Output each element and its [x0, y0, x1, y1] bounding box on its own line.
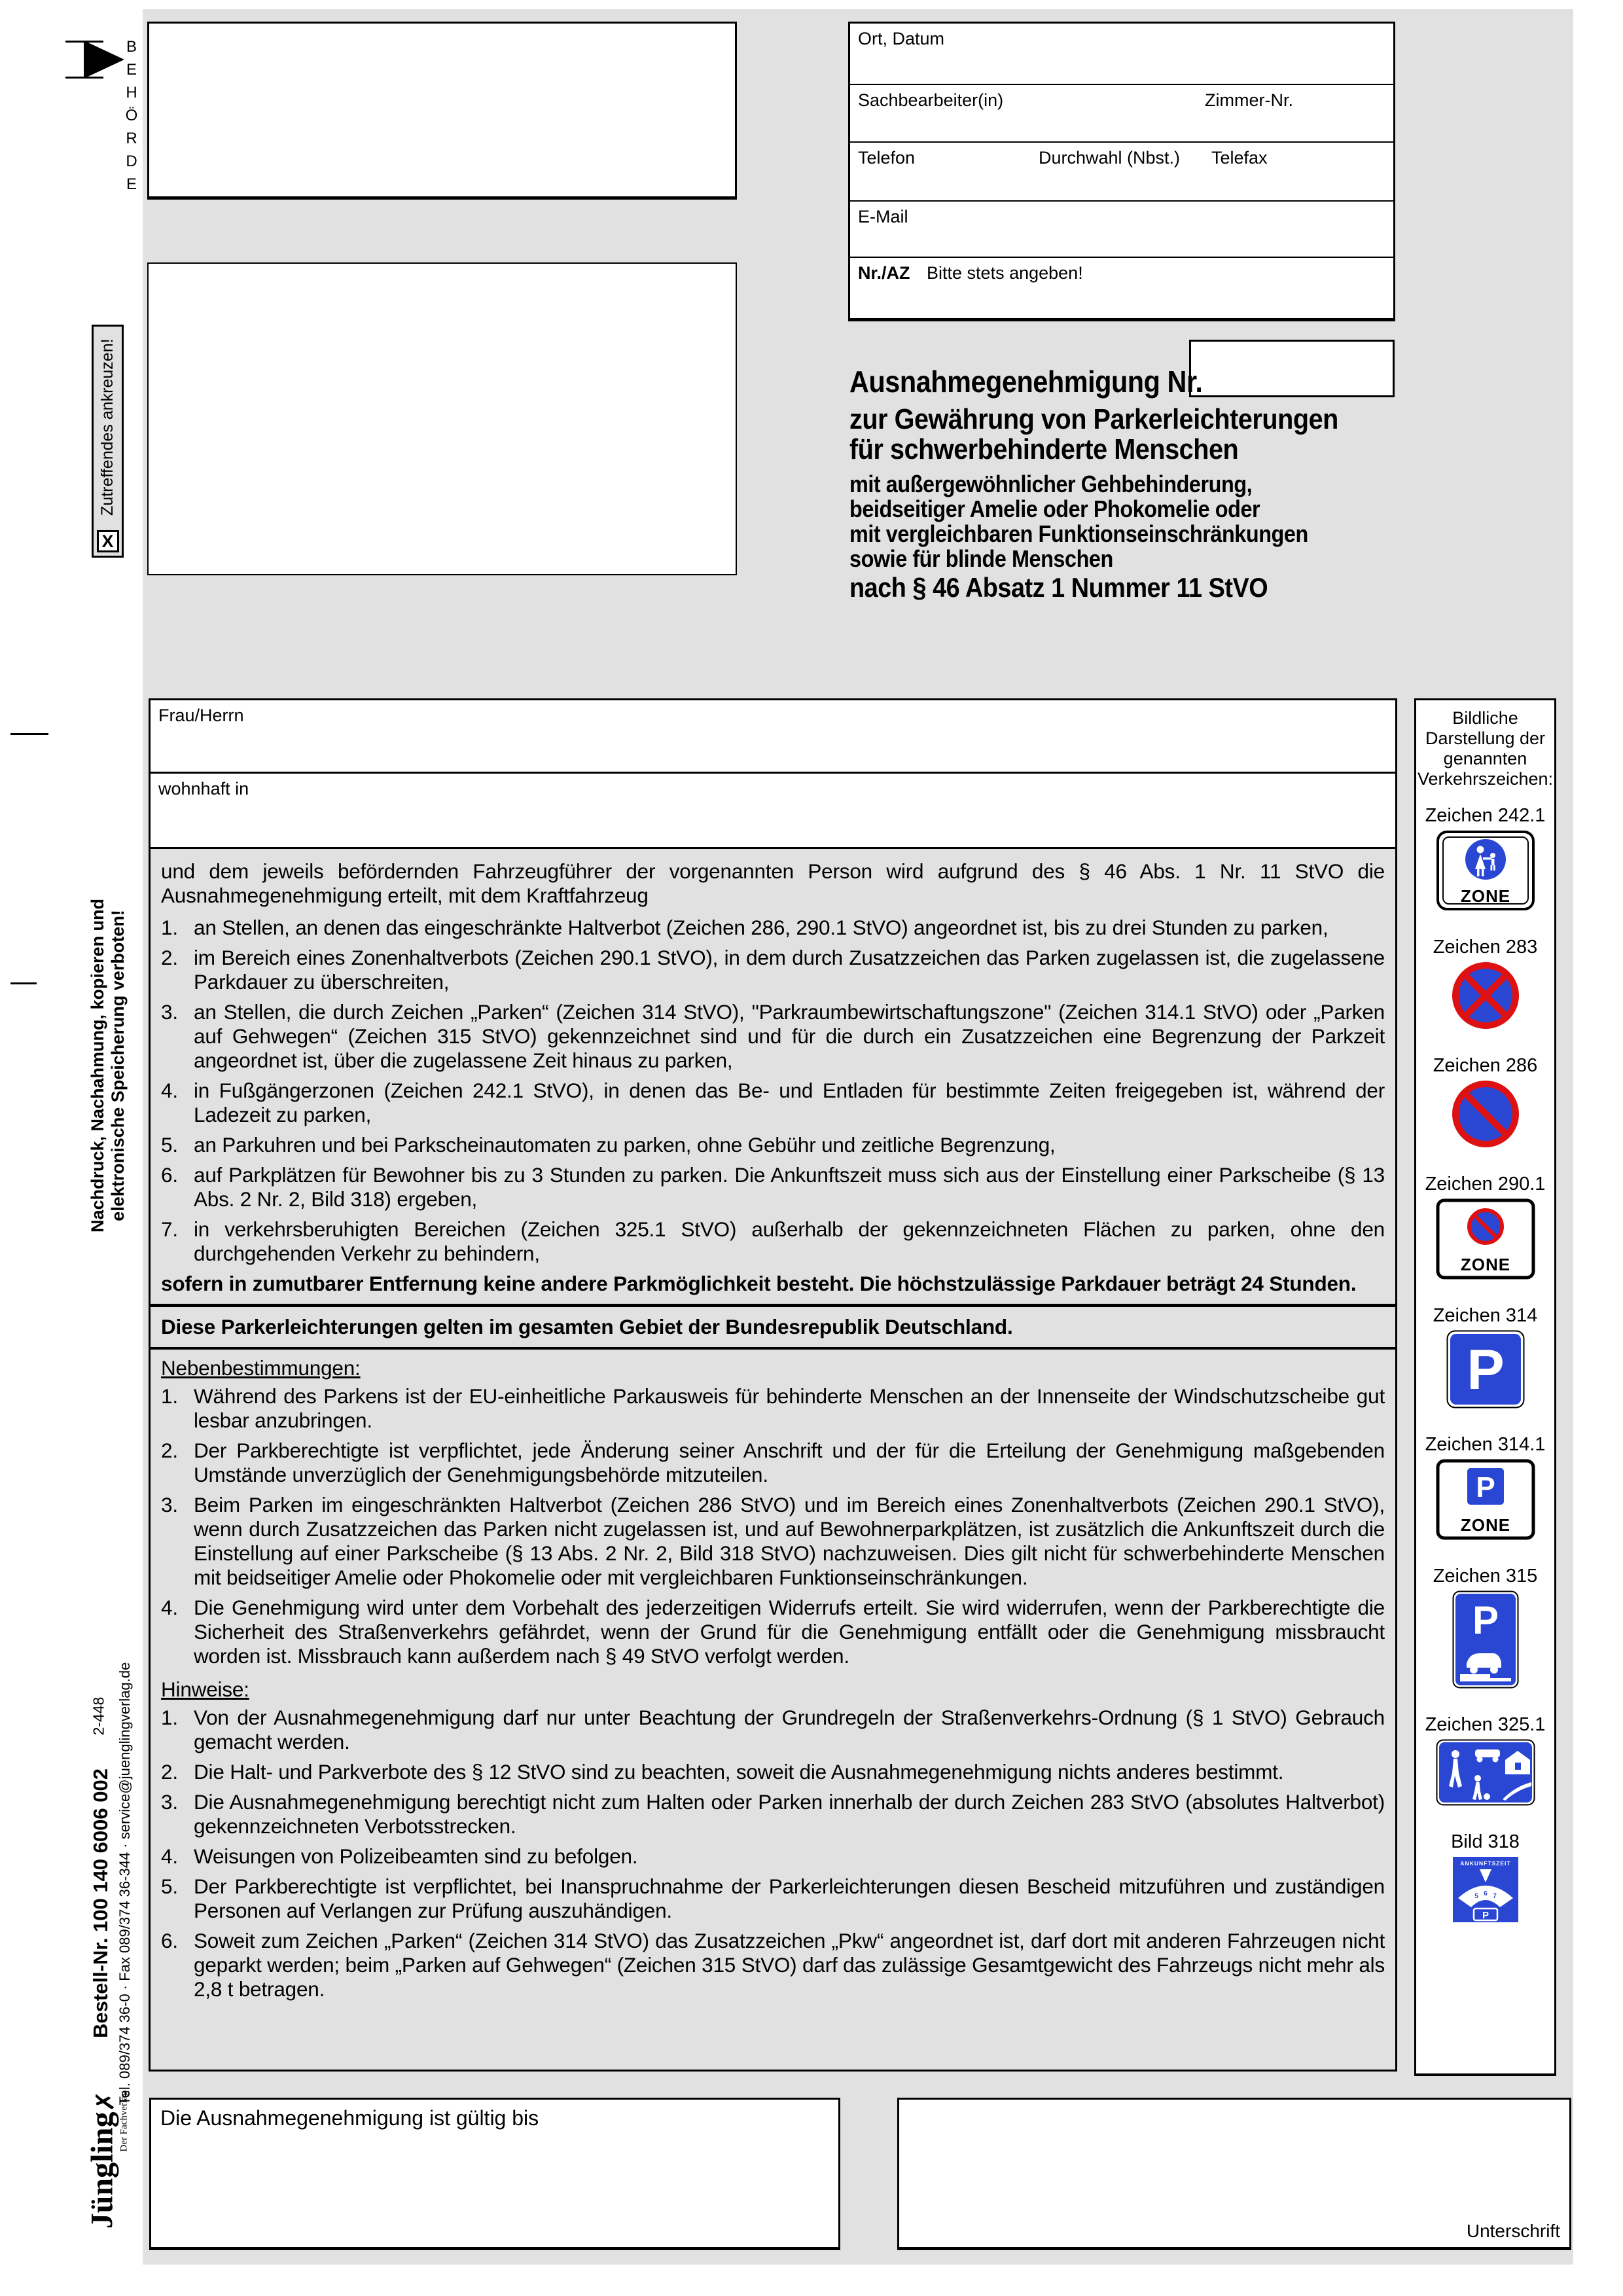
field-telefon[interactable]	[850, 143, 1393, 202]
p-letter: P	[1466, 1338, 1505, 1401]
sign-zeichen-290-1-zone-no-stopping-icon	[1436, 1198, 1535, 1280]
item-text: Beim Parken im eingeschränkten Haltverbot (Zeichen 286 StVO) und im Bereich eines Zonenhaltverbots (Zeichen 290.1 StVO), wenn durch Zusatzzeichen das Parken nicht zugelassen ist, und auf Bewohnerparkplätzen, ist zusätzlich die Ankunftszeit durch die Einstellung auf einer Parkscheibe (§ 13 Abs. 2 Nr. 2, Bild 318 StVO) nachzuweisen. Dies gilt nicht für schwerbehinderte Menschen mit beidseitiger Amelie oder Phokomelie oder mit vergleichbaren Funktionseinschränkungen.	[194, 1493, 1385, 1589]
item-text: an Parkuhren und bei Parkscheinautomaten zu parken, ohne Gebühr und zeitliche Begrenzung,	[194, 1133, 1056, 1157]
copyright-line-1: Nachdruck, Nachahmung, kopieren und	[88, 898, 107, 1233]
title-sub-2: beidseitiger Amelie oder Phokomelie oder	[849, 495, 1260, 522]
item-text: auf Parkplätzen für Bewohner bis zu 3 Stunden zu parken. Die Ankunftszeit muss sich aus der Einstellung einer Parkscheibe (§ 13 Abs. 2 Nr. 2, Bild 318) ergeben,	[194, 1163, 1385, 1211]
sign-zeichen-315-parking-on-sidewalk-icon	[1452, 1590, 1519, 1689]
item-text: in verkehrsberuhigten Bereichen (Zeichen 325.1 StVO) außerhalb der gekennzeichneten Flächen zu parken, ohne den durchgehenden Verkehr zu behindern,	[194, 1217, 1385, 1265]
nebenbestimmung-item	[161, 1596, 1385, 1668]
item-text: Der Parkberechtigte ist verpflichtet, bei Inanspruchnahme der Parkerleichterungen diesen Bescheid mitzuführen und zuständigen Personen auf Verlangen zur Prüfung auszuhändigen.	[194, 1874, 1385, 1922]
section-divider	[151, 1347, 1395, 1350]
item-text: Die Genehmigung wird unter dem Vorbehalt des jederzeitigen Widerrufs erteilt. Sie wird widerrufen, wenn der Parkberechtigte die Sicherheit des Straßenverkehrs gefährdet, wenn der Grund für die Genehmigung entfällt oder die Genehmigung missbraucht worden ist. Missbrauch kann außerdem nach § 49 StVO verfolgt werden.	[194, 1596, 1385, 1668]
field-email[interactable]	[850, 202, 1393, 258]
item-number: 6.	[161, 1929, 178, 1952]
field-label-nr-az: Nr./AZ	[858, 263, 910, 283]
item-text: Die Ausnahmegenehmigung berechtigt nicht zum Halten oder Parken innerhalb der durch Zeichen 283 StVO (absolutes Haltverbot) gekennzeichneten Verbotsstrecken.	[194, 1790, 1385, 1838]
validity-field[interactable]	[149, 2098, 840, 2250]
item-text: in Fußgängerzonen (Zeichen 242.1 StVO), in denen das Be- und Entladen für bestimmte Zeiten freigegeben ist, während der Ladezeit zu parken,	[194, 1079, 1385, 1126]
svg-text:7: 7	[1492, 1893, 1497, 1900]
title-line-3: für schwerbehinderte Menschen	[849, 433, 1239, 465]
item-number: 3.	[161, 1790, 178, 1814]
field-label-sachbearbeiter: Sachbearbeiter(in)	[858, 90, 1004, 110]
item-number: 2.	[161, 1760, 178, 1784]
title-legal-basis: nach § 46 Absatz 1 Nummer 11 StVO	[849, 572, 1268, 603]
sign-label: Zeichen 314	[1433, 1305, 1538, 1326]
zone-text: ZONE	[1460, 1255, 1510, 1274]
sign-zeichen-242-1-pedestrian-zone-icon	[1436, 830, 1535, 911]
field-label-zimmer-nr: Zimmer-Nr.	[1205, 90, 1293, 110]
copyright-line-2: elektronische Speicherung verboten!	[108, 910, 128, 1221]
permit-number-box[interactable]	[1189, 340, 1395, 397]
authority-address-box[interactable]	[147, 22, 737, 200]
sign-zeichen-325-1-traffic-calmed-area-icon	[1436, 1739, 1535, 1806]
behoerde-vertical-label: BEHÖRDE	[125, 38, 138, 193]
item-number: 7.	[161, 1217, 178, 1241]
validity-label: Die Ausnahmegenehmigung ist gültig bis	[160, 2106, 539, 2130]
hinweis-item	[161, 1929, 1385, 2001]
field-label-durchwahl: Durchwahl (Nbst.)	[1039, 148, 1181, 168]
title-sub-3: mit vergleichbaren Funktionseinschränkungen	[849, 520, 1308, 547]
item-number: 4.	[161, 1844, 178, 1868]
grant-closing: sofern in zumutbarer Entfernung keine andere Parkmöglichkeit besteht. Die höchstzulässige Parkdauer beträgt 24 Stunden.	[161, 1272, 1357, 1295]
sign-label: Zeichen 315	[1433, 1566, 1538, 1587]
recipient-address-field[interactable]	[151, 774, 1395, 849]
publisher-tagline: Der Fachverlag	[118, 2090, 130, 2152]
sign-label: Zeichen 286	[1433, 1055, 1538, 1076]
item-text: Die Halt- und Parkverbote des § 12 StVO sind zu beachten, soweit die Ausnahmegenehmigung nichts anderes bestimmt.	[194, 1760, 1284, 1784]
item-number: 4.	[161, 1596, 178, 1619]
title-line-2: zur Gewährung von Parkerleichterungen	[849, 403, 1338, 435]
title-sub-1: mit außergewöhnlicher Gehbehinderung,	[849, 471, 1253, 497]
sidebar-heading: Bildliche Darstellung der genannten Verkehrszeichen:	[1417, 708, 1554, 789]
sign-zeichen-314-parking-icon	[1446, 1330, 1525, 1408]
item-number: 1.	[161, 916, 178, 939]
item-text: im Bereich eines Zonenhaltverbots (Zeichen 290.1 StVO), in dem durch Zusatzzeichen das Parken zugelassen ist, die zugelassene Parkdauer zu überschreiten,	[194, 946, 1385, 994]
field-hint-nr-az: Bitte stets angeben!	[927, 263, 1083, 283]
item-text: an Stellen, die durch Zeichen „Parken“ (Zeichen 314 StVO), "Parkraumbewirtschaftungszone" (Zeichen 314.1 StVO) oder „Parken auf Gehwegen“ (Zeichen 315 StVO) gekennzeichnet sind und für die durch ein Zusatzzeichen eine Begrenzung der Parkzeit angeordnet ist, über die zugelassene Zeit hinaus zu parken,	[194, 1000, 1385, 1072]
zone-text: ZONE	[1460, 886, 1510, 906]
signature-label: Unterschrift	[1466, 2221, 1560, 2241]
item-number: 3.	[161, 1493, 178, 1516]
office-fields-box	[848, 22, 1395, 321]
sign-label: Zeichen 283	[1433, 937, 1538, 958]
check-instruction-label: Zutreffendes ankreuzen!	[98, 338, 116, 516]
title-sub-4: sowie für blinde Menschen	[849, 545, 1113, 572]
zone-text: ZONE	[1460, 1515, 1510, 1535]
grant-item	[161, 916, 1385, 940]
field-label-ort-datum: Ort, Datum	[858, 29, 945, 48]
recipient-name-label: Frau/Herrn	[158, 706, 244, 725]
item-number: 5.	[161, 1874, 178, 1898]
grant-intro: und dem jeweils befördernden Fahrzeugführer der vorgenannten Person wird aufgrund des § 46 Abs. 1 Nr. 11 StVO die Ausnahmegenehmigung erteilt, mit dem Kraftfahrzeug	[161, 859, 1385, 907]
item-text: Weisungen von Polizeibeamten sind zu befolgen.	[194, 1844, 638, 1868]
item-number: 6.	[161, 1163, 178, 1187]
signature-field[interactable]	[897, 2098, 1571, 2250]
sign-label: Zeichen 242.1	[1425, 805, 1546, 826]
nebenbestimmung-item	[161, 1439, 1385, 1487]
sign-label: Zeichen 314.1	[1425, 1434, 1546, 1455]
item-text: an Stellen, an denen das eingeschränkte Haltverbot (Zeichen 286, 290.1 StVO) angeordnet ist, bis zu drei Stunden zu parken,	[194, 916, 1329, 939]
hinweis-item	[161, 1706, 1385, 1754]
item-number: 1.	[161, 1384, 178, 1408]
fold-mark	[10, 733, 48, 735]
publisher-name: Jüngling	[84, 2111, 120, 2229]
applicant-blank-box[interactable]	[147, 262, 737, 575]
item-number: 2.	[161, 946, 178, 969]
sign-zeichen-286-restricted-stopping-icon	[1452, 1080, 1520, 1148]
sign-zeichen-314-1-parking-zone-icon	[1436, 1459, 1535, 1540]
recipient-address-label: wohnhaft in	[158, 779, 249, 798]
field-sachbearbeiter[interactable]	[850, 85, 1393, 143]
recipient-name-field[interactable]	[151, 700, 1395, 774]
disc-title: ANKUNFTSZEIT	[1459, 1860, 1511, 1867]
svg-text:5: 5	[1474, 1893, 1478, 1900]
p-letter: P	[1472, 1598, 1499, 1642]
grant-item	[161, 1079, 1385, 1127]
sign-label: Bild 318	[1451, 1831, 1520, 1852]
item-number: 1.	[161, 1706, 178, 1729]
traffic-signs-sidebar	[1414, 698, 1556, 2076]
nebenbestimmung-item	[161, 1384, 1385, 1433]
item-number: 5.	[161, 1133, 178, 1157]
sign-label: Zeichen 325.1	[1425, 1714, 1546, 1735]
hinweis-item	[161, 1844, 1385, 1869]
p-letter: P	[1475, 1471, 1495, 1503]
publisher-logo-mark-icon: ✗	[90, 2090, 120, 2112]
grant-scope: Diese Parkerleichterungen gelten im gesamten Gebiet der Bundesrepublik Deutschland.	[161, 1315, 1013, 1338]
sign-zeichen-283-no-stopping-icon	[1452, 961, 1520, 1030]
sign-label: Zeichen 290.1	[1425, 1174, 1546, 1194]
grant-item	[161, 946, 1385, 994]
field-label-telefax: Telefax	[1211, 148, 1268, 168]
grant-item	[161, 1000, 1385, 1073]
item-text: Während des Parkens ist der EU-einheitliche Parkausweis für behinderte Menschen an der Innenseite der Windschutzscheibe gut lesbar anzubringen.	[194, 1384, 1385, 1432]
field-ort-datum[interactable]	[850, 24, 1393, 85]
item-text: Soweit zum Zeichen „Parken“ (Zeichen 314 StVO) das Zusatzzeichen „Pkw“ angeordnet ist, darf dort mit anderen Fahrzeugen nicht geparkt werden; beim „Parken auf Gehwegen“ (Zeichen 315 StVO) darf das zulässige Gesamtgewicht des Fahrzeugs nicht mehr als 2,8 t betragen.	[194, 1929, 1385, 2001]
p-letter: P	[1482, 1910, 1489, 1921]
grant-item	[161, 1133, 1385, 1157]
item-number: 3.	[161, 1000, 178, 1024]
hinweise-heading: Hinweise:	[161, 1677, 249, 1701]
checkbox-mark[interactable]: X	[97, 530, 119, 552]
permit-body-text	[151, 859, 1395, 2001]
svg-text:6: 6	[1483, 1890, 1488, 1897]
check-instruction-box	[92, 325, 124, 558]
corner-arrow-icon	[65, 41, 126, 80]
field-nr-az[interactable]	[850, 258, 1393, 318]
grant-item	[161, 1217, 1385, 1266]
item-text: Der Parkberechtigte ist verpflichtet, jede Änderung seiner Anschrift und der für die Erteilung der Genehmigung maßgebenden Umstände unverzüglich der Genehmigungsbehörde mitzuteilen.	[194, 1439, 1385, 1486]
main-permit-frame	[149, 698, 1397, 2072]
nebenbestimmung-item	[161, 1493, 1385, 1590]
grant-item	[161, 1163, 1385, 1211]
item-number: 4.	[161, 1079, 178, 1102]
hinweis-item	[161, 1760, 1385, 1784]
title-line-1: Ausnahmegenehmigung Nr.	[849, 365, 1203, 399]
hinweis-item	[161, 1790, 1385, 1839]
hinweis-item	[161, 1874, 1385, 1923]
field-label-telefon: Telefon	[858, 148, 916, 168]
item-number: 2.	[161, 1439, 178, 1462]
bild-318-parking-disc-icon	[1452, 1856, 1519, 1923]
fold-mark	[10, 982, 37, 984]
item-text: Von der Ausnahmegenehmigung darf nur unter Beachtung der Grundregeln der Straßenverkehrs-Ordnung (§ 1 StVO) Gebrauch gemacht werden.	[194, 1706, 1385, 1753]
field-label-email: E-Mail	[858, 207, 908, 226]
nebenbestimmungen-heading: Nebenbestimmungen:	[161, 1356, 361, 1380]
